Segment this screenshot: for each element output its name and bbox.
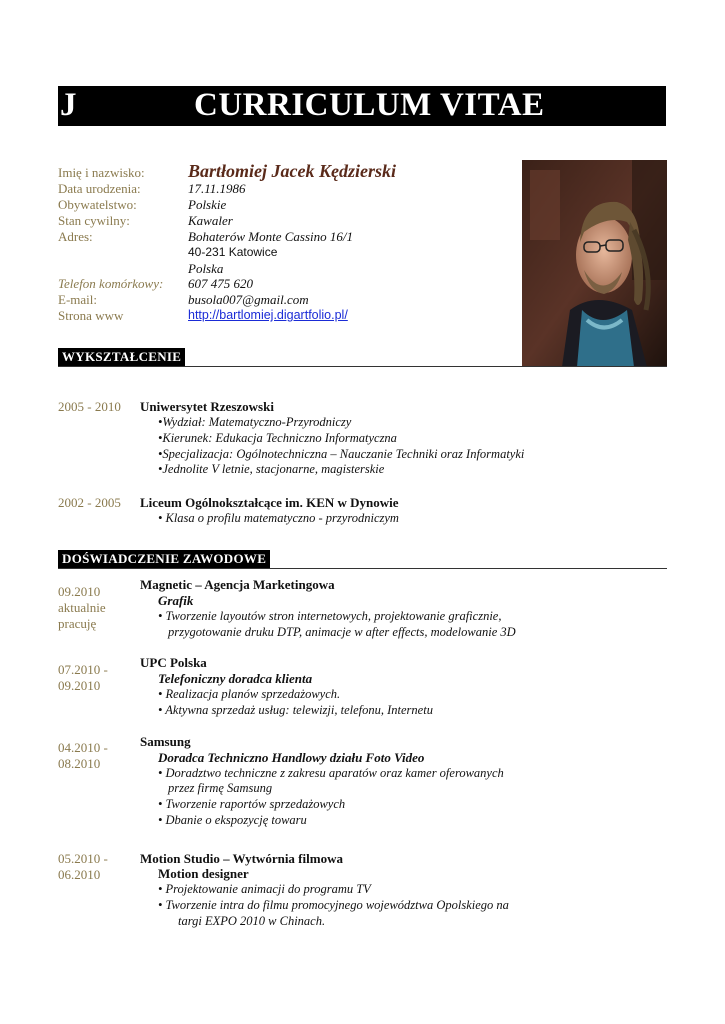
job-duty: • Doradztwo techniczne z zakresu aparatów oraz kamer oferowanych — [158, 766, 504, 780]
job-duty: • Tworzenie intra do filmu promocyjnego województwa Opolskiego na — [158, 898, 509, 912]
job-role: Grafik — [158, 593, 194, 608]
address-line-2: 40-231 Katowice — [188, 245, 278, 259]
company-name: Samsung — [140, 734, 191, 749]
job-date-line: 08.2010 — [58, 756, 101, 771]
www-label: Strona www — [58, 308, 124, 323]
citizenship-value: Polskie — [188, 197, 227, 212]
job-duty: • Tworzenie layoutów stron internetowych, projektowanie graficznie, — [158, 609, 502, 623]
birth-label: Data urodzenia: — [58, 181, 141, 196]
company-name: Magnetic – Agencja Marketingowa — [140, 577, 335, 592]
job-date-line: 06.2010 — [58, 867, 101, 882]
education-detail: •Wydział: Matematyczno-Przyrodniczy — [158, 415, 352, 429]
birth-value: 17.11.1986 — [188, 181, 246, 196]
profile-photo — [522, 160, 667, 367]
experience-divider — [58, 568, 667, 569]
page-title: CURRICULUM VITAE — [194, 87, 545, 123]
job-date-line: 07.2010 - — [58, 662, 108, 677]
address-line-1: Bohaterów Monte Cassino 16/1 — [188, 229, 354, 244]
school-name: Uniwersytet Rzeszowski — [140, 399, 274, 414]
job-date-line: aktualnie — [58, 600, 106, 615]
education-heading: WYKSZTAŁCENIE — [58, 348, 185, 366]
phone-label: Telefon komórkowy: — [58, 276, 164, 291]
address-line-3: Polska — [188, 261, 224, 276]
job-duty: • Tworzenie raportów sprzedażowych — [158, 797, 346, 811]
education-dates: 2002 - 2005 — [58, 495, 121, 510]
job-date-line: 05.2010 - — [58, 851, 108, 866]
title-initial: J — [60, 87, 77, 123]
email-label: E-mail: — [58, 292, 97, 307]
title-bar — [58, 86, 666, 126]
job-date-line: 04.2010 - — [58, 740, 108, 755]
marital-value: Kawaler — [188, 213, 233, 228]
school-name: Liceum Ogólnokształcące im. KEN w Dynowie — [140, 495, 399, 510]
job-duty: • Dbanie o ekspozycję towaru — [158, 813, 307, 827]
job-duty: • Aktywna sprzedaż usług: telewizji, telefonu, Internetu — [158, 703, 433, 717]
education-dates: 2005 - 2010 — [58, 399, 121, 414]
full-name: Bartłomiej Jacek Kędzierski — [188, 161, 396, 181]
phone-value: 607 475 620 — [188, 276, 253, 291]
marital-label: Stan cywilny: — [58, 213, 130, 228]
job-role: Doradca Techniczno Handlowy działu Foto Video — [158, 750, 425, 765]
email-value: busola007@gmail.com — [188, 292, 309, 307]
education-detail: •Specjalizacja: Ogólnotechniczna – Nauczanie Techniki oraz Informatyki — [158, 447, 525, 461]
job-duty: przez firmę Samsung — [168, 781, 273, 795]
job-duty: przygotowanie druku DTP, animacje w after effects, modelowanie 3D — [168, 625, 516, 639]
education-detail: •Jednolite V letnie, stacjonarne, magisterskie — [158, 462, 385, 476]
job-date-line: pracuję — [58, 616, 97, 631]
job-duty: targi EXPO 2010 w Chinach. — [178, 914, 326, 928]
education-detail: •Kierunek: Edukacja Techniczno Informatyczna — [158, 431, 397, 445]
website-link[interactable]: http://bartlomiej.digartfolio.pl/ — [188, 308, 348, 322]
address-label: Adres: — [58, 229, 93, 244]
education-divider — [58, 366, 667, 367]
job-date-line: 09.2010 — [58, 584, 101, 599]
job-duty: • Realizacja planów sprzedażowych. — [158, 687, 341, 701]
education-detail: • Klasa o profilu matematyczno - przyrodniczym — [158, 511, 399, 525]
company-name: Motion Studio – Wytwórnia filmowa — [140, 851, 343, 866]
company-name: UPC Polska — [140, 655, 207, 670]
job-date-line: 09.2010 — [58, 678, 101, 693]
job-duty: • Projektowanie animacji do programu TV — [158, 882, 371, 896]
job-role: Telefoniczny doradca klienta — [158, 671, 313, 686]
job-role: Motion designer — [158, 866, 249, 881]
experience-heading: DOŚWIADCZENIE ZAWODOWE — [58, 550, 270, 568]
name-label: Imię i nazwisko: — [58, 165, 145, 180]
citizenship-label: Obywatelstwo: — [58, 197, 137, 212]
